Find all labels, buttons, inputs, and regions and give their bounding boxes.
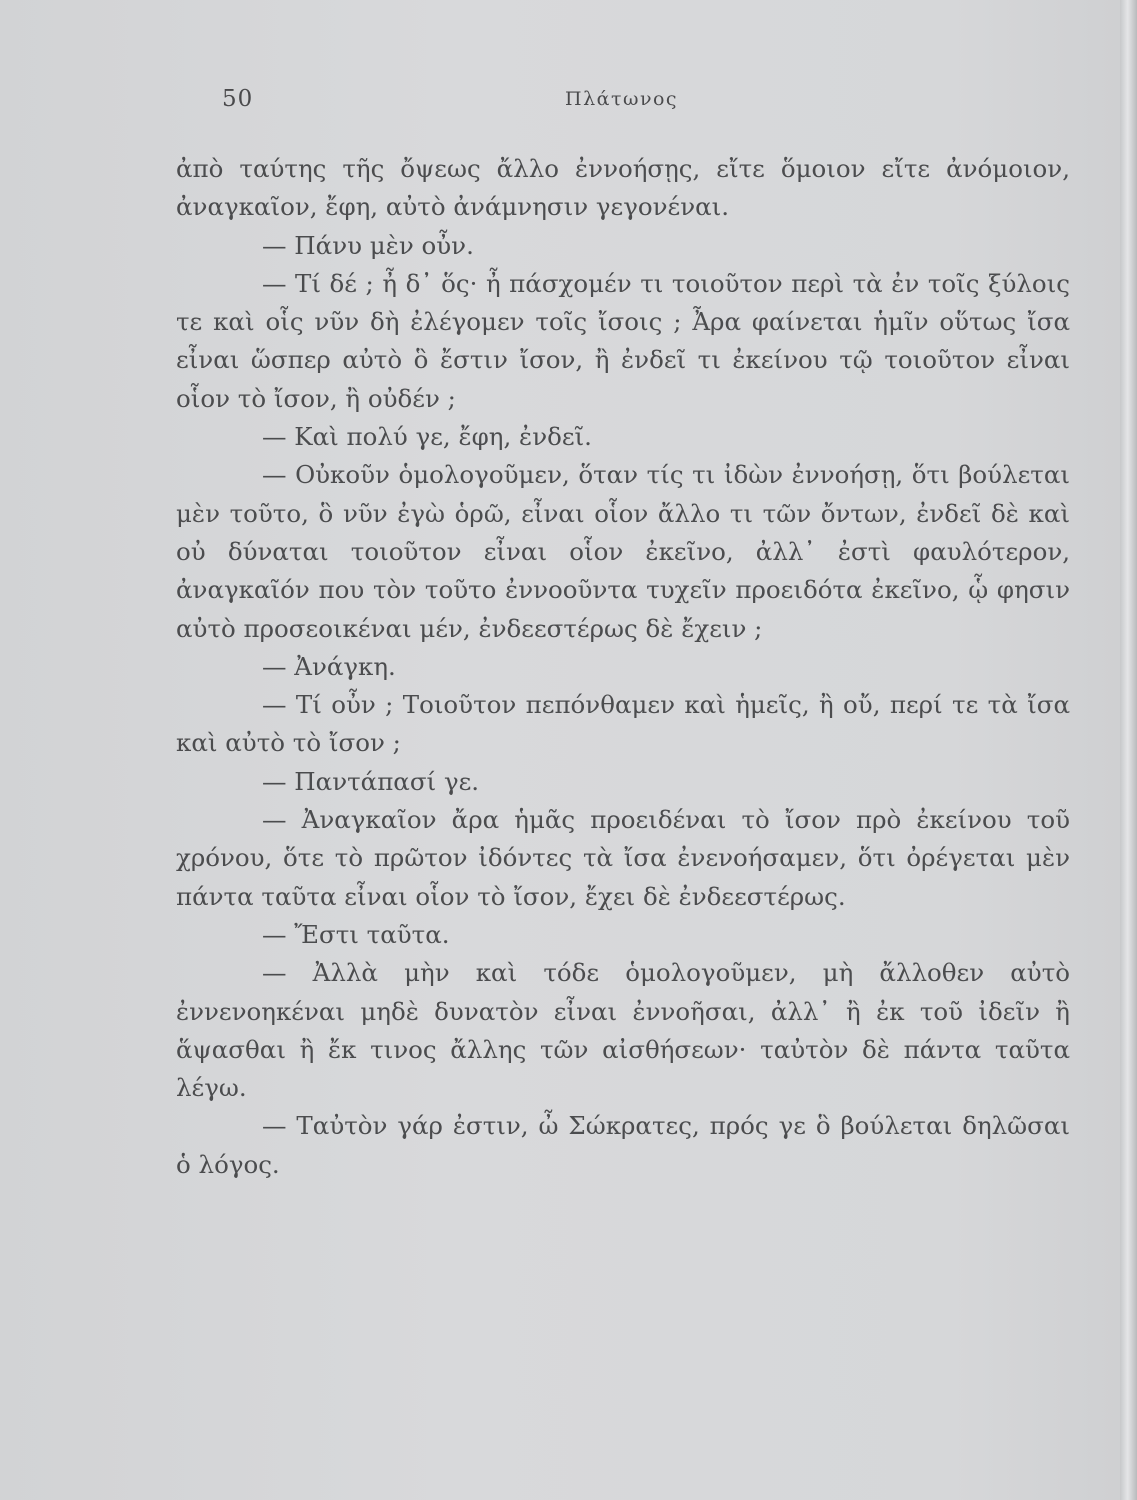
paragraph-dialogue: — Ταὐτὸν γάρ ἐστιν, ὦ Σώκρατες, πρός γε ὃ βούλεται δηλῶσαι ὁ λόγος. — [176, 1111, 1070, 1179]
paragraph-dialogue: — Ἀλλὰ μὴν καὶ τόδε ὁμολογοῦμεν, μὴ ἄλλοθεν αὐτὸ ἐννενοηκέναι μηδὲ δυνατὸν εἶναι ἐννοῆσαι, ἀλλ᾽ ἢ ἐκ τοῦ ἰδεῖν ἢ ἅψασθαι ἢ ἔκ τινος ἄλλης τῶν αἰσθήσεων· ταὐτὸν δὲ πάντα ταῦτα λέγω. — [176, 958, 1070, 1103]
paragraph-dialogue: — Πάνυ μὲν οὖν. — [262, 230, 474, 260]
paragraph-dialogue: — Ἔστι ταῦτα. — [262, 919, 450, 949]
paragraph-dialogue: — Καὶ πολύ γε, ἔφη, ἐνδεῖ. — [262, 422, 592, 452]
running-head — [0, 86, 1120, 126]
paragraph-continuation: ἀπὸ ταύτης τῆς ὄψεως ἄλλο ἐννοήσῃς, εἴτε ὅμοιον εἴτε ἀνόμοιον, ἀναγκαῖον, ἔφη, αὐτὸ ἀνάμνησιν γεγονέναι. — [176, 154, 1070, 222]
paragraph-dialogue: — Ἀναγκαῖον ἄρα ἡμᾶς προειδέναι τὸ ἴσον πρὸ ἐκείνου τοῦ χρόνου, ὅτε τὸ πρῶτον ἰδόντες τὰ ἴσα ἐνενοήσαμεν, ὅτι ὀρέγεται μὲν πάντα ταῦτα εἶναι οἷον τὸ ἴσον, ἔχει δὲ ἐνδεεστέρως. — [176, 805, 1070, 911]
paragraph-dialogue: — Τί οὖν ; Τοιοῦτον πεπόνθαμεν καὶ ἡμεῖς, ἢ οὔ, περί τε τὰ ἴσα καὶ αὐτὸ τὸ ἴσον ; — [176, 690, 1070, 758]
paragraph-dialogue: — Οὐκοῦν ὁμολογοῦμεν, ὅταν τίς τι ἰδὼν ἐννοήσῃ, ὅτι βούλεται μὲν τοῦτο, ὃ νῦν ἐγὼ ὁρῶ, εἶναι οἷον ἄλλο τι τῶν ὄντων, ἐνδεῖ δὲ καὶ οὐ δύναται τοιοῦτον εἶναι οἷον ἐκεῖνο, ἀλλ᾽ ἐστὶ φαυλότερον, ἀναγκαῖόν που τὸν τοῦτο ἐννοοῦντα τυχεῖν προειδότα ἐκεῖνο, ᾧ φησιν αὐτὸ προσεοικέναι μέν, ἐνδεεστέρως δὲ ἔχειν ; — [176, 460, 1070, 643]
paragraph-dialogue: — Παντάπασί γε. — [262, 766, 480, 796]
running-title: Πλάτωνος — [565, 88, 679, 110]
paragraph-dialogue: — Ἀνάγκη. — [262, 651, 396, 681]
page-number: 50 — [222, 86, 254, 112]
paragraph-dialogue: — Τί δέ ; ἦ δ᾽ ὅς· ἦ πάσχομέν τι τοιοῦτον περὶ τὰ ἐν τοῖς ξύλοις τε καὶ οἷς νῦν δὴ ἐλέγομεν τοῖς ἴσοις ; Ἆρα φαίνεται ἡμῖν οὕτως ἴσα εἶναι ὥσπερ αὐτὸ ὃ ἔστιν ἴσον, ἢ ἐνδεῖ τι ἐκείνου τῷ τοιοῦτον εἶναι οἷον τὸ ἴσον, ἢ οὐδέν ; — [176, 268, 1070, 413]
page-edge — [1120, 0, 1137, 1500]
body-text — [176, 150, 1070, 1184]
